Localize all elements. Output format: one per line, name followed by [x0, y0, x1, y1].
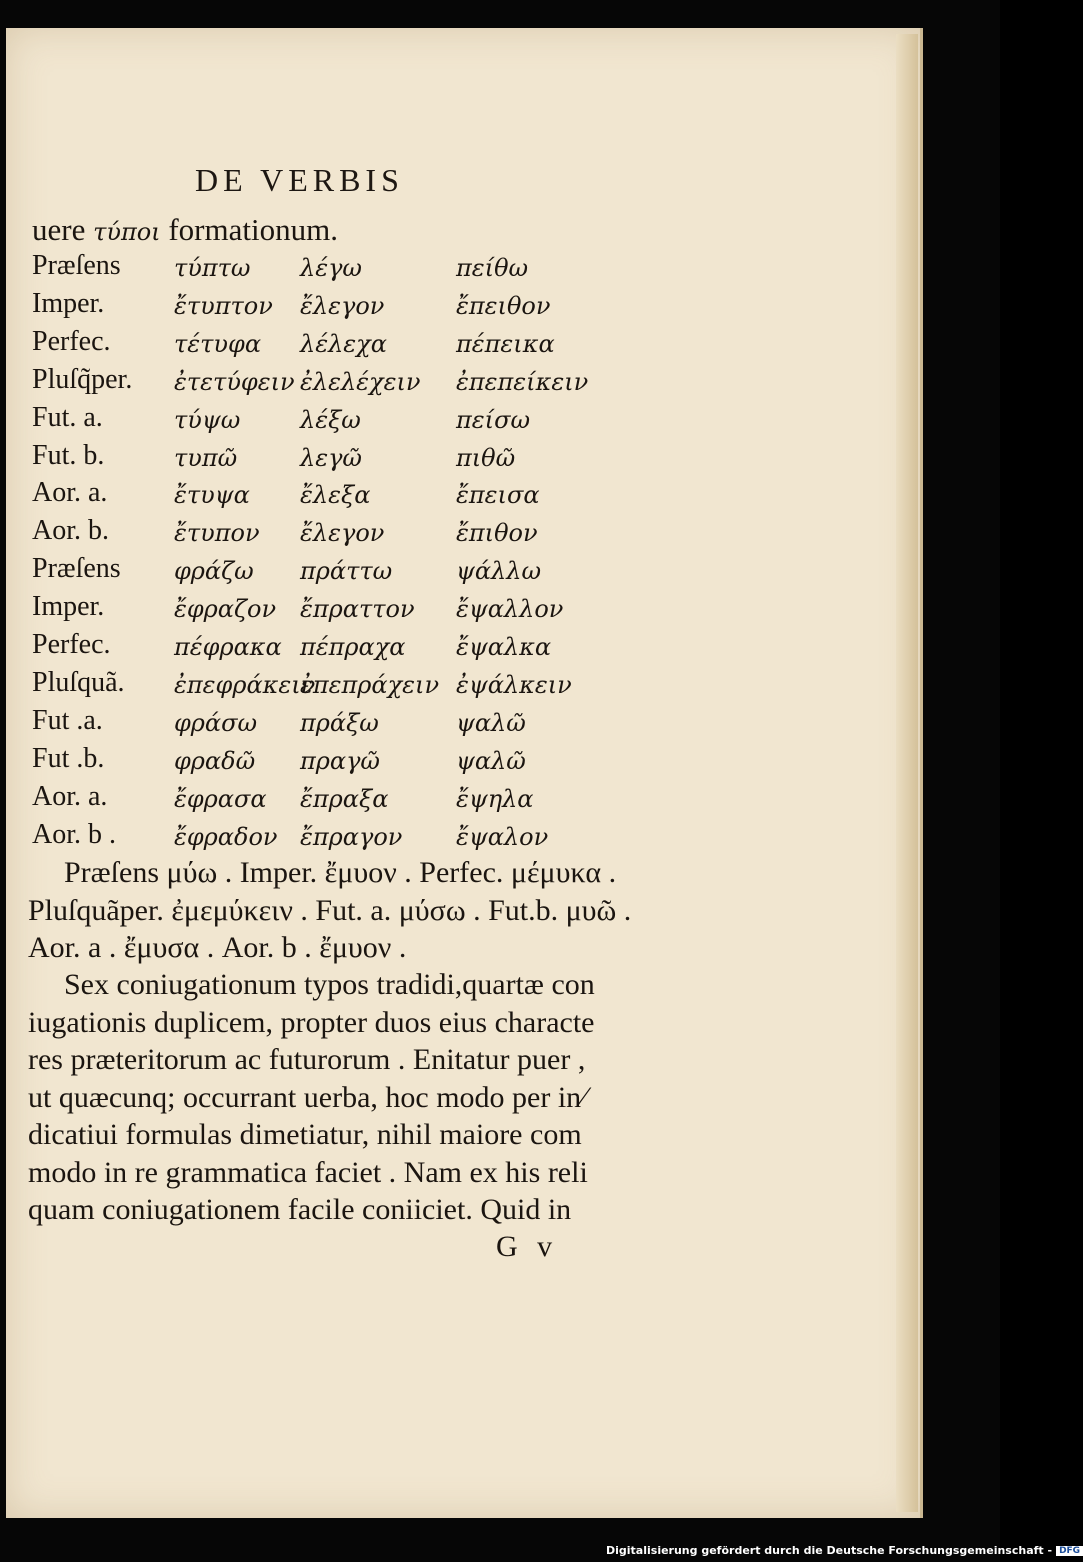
greek-form: ἐψάλκειν	[456, 670, 572, 699]
table-row	[32, 591, 632, 629]
muo-block	[28, 854, 658, 967]
intro-line	[32, 212, 338, 248]
tense-label: Aor. a.	[32, 477, 108, 509]
body-paragraph	[28, 966, 658, 1229]
greek-form: ἐλελέχειν	[300, 367, 421, 396]
greek-form: ἔψαλκα	[456, 633, 552, 661]
table-row	[32, 288, 632, 326]
tense-label: Præſens	[32, 553, 121, 585]
greek-form: πιθῶ	[456, 443, 516, 472]
tense-label: Fut .b.	[32, 742, 105, 774]
greek-form: πράττω	[300, 557, 393, 586]
table-row	[32, 250, 632, 288]
greek-form: ἔπεισα	[456, 481, 540, 510]
credit-text: Digitalisierung gefördert durch die Deutsche Forschungsgemeinschaft -	[606, 1544, 1053, 1557]
tense-label: Præſens	[32, 250, 121, 281]
greek-form: ἔψαλον	[456, 822, 549, 851]
greek-form: ἔπιθον	[456, 519, 538, 548]
tense-label: Fut .a.	[32, 704, 103, 736]
greek-form: ἔλεγον	[300, 519, 385, 548]
paragraph-line: dicatiui formulas dimetiatur, nihil maiore com	[28, 1118, 582, 1151]
greek-form: λέξω	[300, 405, 361, 434]
tense-label: Perfec.	[32, 325, 111, 357]
greek-form: ἔψαλλον	[456, 595, 564, 624]
intro-suffix: formationum.	[168, 212, 338, 247]
tense-label: Imper.	[32, 591, 105, 623]
tense-label: Fut. b.	[32, 439, 105, 471]
greek-form: τέτυφα	[174, 329, 262, 358]
muo-line: Pluſquãper. ἐμεμύκειν . Fut. a. μύσω . Fut.b. μυῶ .	[28, 893, 632, 927]
intro-greek: τύποι	[93, 218, 161, 246]
greek-form: ἔπραξα	[300, 784, 389, 813]
table-row	[32, 743, 632, 781]
page-edge	[896, 34, 918, 1512]
greek-form: λεγῶ	[300, 443, 363, 472]
greek-form: ἔψηλα	[456, 784, 534, 813]
greek-form: ἔτυπτον	[174, 291, 273, 320]
greek-form: ἐτετύφειν	[174, 367, 295, 396]
greek-form: λέλεχα	[300, 329, 387, 358]
greek-form: ψαλῶ	[456, 746, 526, 775]
greek-form: ἐπεπράχειν	[300, 670, 440, 699]
greek-form: πέφρακα	[174, 633, 282, 661]
digitization-credit	[606, 1544, 1083, 1557]
running-head: DE VERBIS	[195, 162, 404, 198]
table-row	[32, 629, 632, 667]
table-row	[32, 781, 632, 819]
greek-form: τύψω	[174, 405, 241, 434]
greek-form: πέπεικα	[456, 329, 555, 358]
table-row	[32, 553, 632, 591]
greek-form: ἔτυπον	[174, 519, 260, 548]
paragraph-line: modo in re grammatica faciet . Nam ex his reli	[28, 1155, 588, 1189]
greek-form: φράσω	[174, 708, 258, 737]
tense-label: Fut. a.	[32, 401, 103, 433]
muo-line: Aor. a . ἔμυσα . Aor. b . ἔμυον .	[28, 931, 407, 964]
greek-form: ἔτυψα	[174, 481, 250, 510]
tense-label: Aor. b .	[32, 818, 116, 850]
table-row	[32, 440, 632, 478]
greek-form: ἐπεφράκειν	[174, 670, 316, 699]
table-row	[32, 819, 632, 857]
greek-form: τυπῶ	[174, 443, 238, 472]
table-row	[32, 326, 632, 364]
paragraph-line: quam coniugationem facile coniiciet. Quid in	[28, 1193, 572, 1226]
muo-line: Præſens μύω . Imper. ἔμυον . Perfec. μέμυκα .	[64, 856, 617, 889]
greek-form: πέπραχα	[300, 633, 406, 661]
paragraph-line: ut quæcunq; occurrant uerba, hoc modo per in⁄	[28, 1080, 587, 1114]
greek-form: ἔπραγον	[300, 822, 403, 851]
signature-mark: G v	[496, 1230, 559, 1263]
paragraph-line: Sex coniugationum typos tradidi,quartæ con	[64, 968, 595, 1001]
table-row	[32, 705, 632, 743]
greek-form: πραγῶ	[300, 746, 381, 775]
tense-label: Pluſquã.	[32, 666, 125, 698]
tense-label: Perfec.	[32, 629, 111, 660]
greek-form: ἔπραττον	[300, 595, 415, 624]
table-row	[32, 515, 632, 553]
greek-form: φράζω	[174, 557, 254, 586]
paragraph-line: res præteritorum ac futurorum . Enitatur puer ,	[28, 1043, 586, 1076]
greek-form: πράξω	[300, 708, 379, 737]
greek-form: πείσω	[456, 405, 531, 434]
paragraph-line: iugationis duplicem, propter duos eius characte	[28, 1005, 595, 1039]
greek-form: πείθω	[456, 254, 529, 282]
table-row	[32, 667, 632, 705]
table-row	[32, 402, 632, 440]
tense-label: Imper.	[32, 287, 105, 319]
tense-label: Aor. a.	[32, 780, 108, 812]
greek-form: τύπτω	[174, 254, 251, 282]
greek-form: λέγω	[300, 254, 363, 282]
greek-form: ἔφραδον	[174, 822, 278, 851]
greek-form: ἔλεξα	[300, 481, 371, 510]
greek-form: φραδῶ	[174, 746, 256, 775]
table-row	[32, 364, 632, 402]
greek-form: ἔπειθον	[456, 291, 551, 320]
greek-form: ἐπεπείκειν	[456, 367, 589, 396]
greek-form: ἔλεγον	[300, 291, 385, 320]
greek-form: ἔφραζον	[174, 595, 277, 624]
greek-form: ψαλῶ	[456, 708, 526, 737]
greek-form: ἔφρασα	[174, 784, 267, 813]
tense-label: Pluſq̃per.	[32, 363, 133, 395]
intro-prefix: uere	[32, 212, 86, 247]
table-row	[32, 477, 632, 515]
greek-form: ψάλλω	[456, 557, 542, 586]
tense-label: Aor. b.	[32, 515, 109, 547]
dfg-logo: DFG	[1056, 1546, 1083, 1556]
